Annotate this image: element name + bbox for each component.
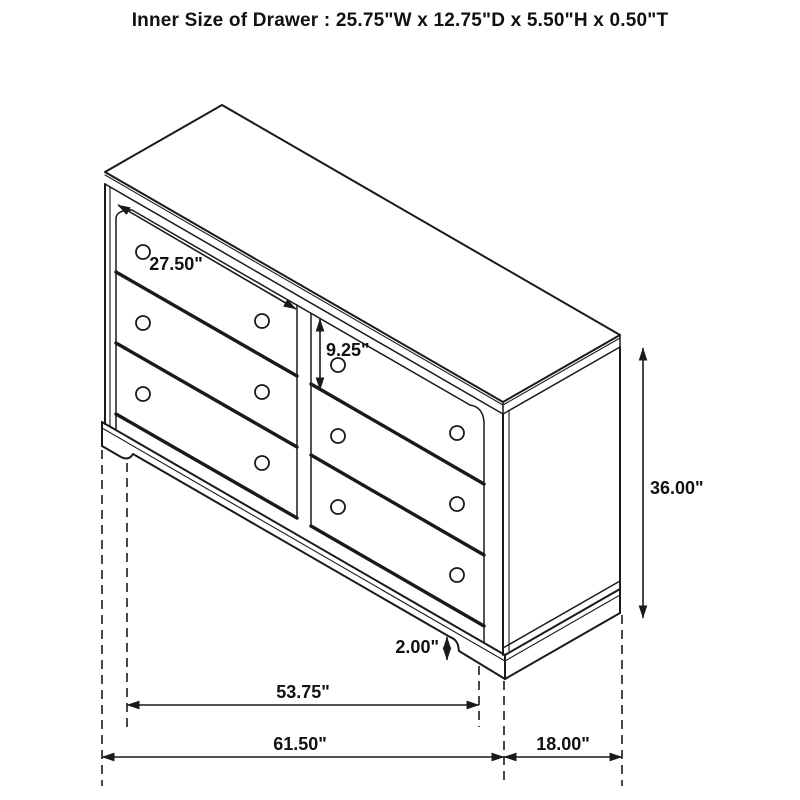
dimension-drawer-front-height (320, 319, 370, 390)
drawer-knob (255, 385, 269, 399)
drawer-knob (331, 358, 345, 372)
drawer-knob (450, 497, 464, 511)
drawer-knob (331, 500, 345, 514)
dimension-overall-height (643, 348, 704, 618)
drawer-knob (136, 245, 150, 259)
drawer-width-label: 27.50" (149, 254, 203, 274)
base-height-label: 2.00" (395, 637, 439, 657)
dimension-inner-width (127, 682, 479, 705)
dimension-overall-depth (504, 734, 622, 757)
overall-height-label: 36.00" (650, 478, 704, 498)
drawer-knob (331, 429, 345, 443)
drawer-knob (255, 314, 269, 328)
drawer-gaps (116, 272, 484, 626)
drawer-knob (450, 568, 464, 582)
cabinet-base (102, 422, 620, 679)
overall-depth-label: 18.00" (536, 734, 590, 754)
overall-width-label: 61.50" (273, 734, 327, 754)
drawer-knob (450, 426, 464, 440)
drawer-front-height-label: 9.25" (326, 340, 370, 360)
inner-width-label: 53.75" (276, 682, 330, 702)
drawer-knob (255, 456, 269, 470)
drawer-knobs (136, 245, 464, 582)
drawer-knob (136, 316, 150, 330)
dimension-overall-width (102, 734, 504, 757)
dimension-base-height (395, 637, 447, 660)
page-title: Inner Size of Drawer : 25.75"W x 12.75"D x 5.50"H x 0.50"T (131, 10, 669, 31)
drawer-knob (136, 387, 150, 401)
